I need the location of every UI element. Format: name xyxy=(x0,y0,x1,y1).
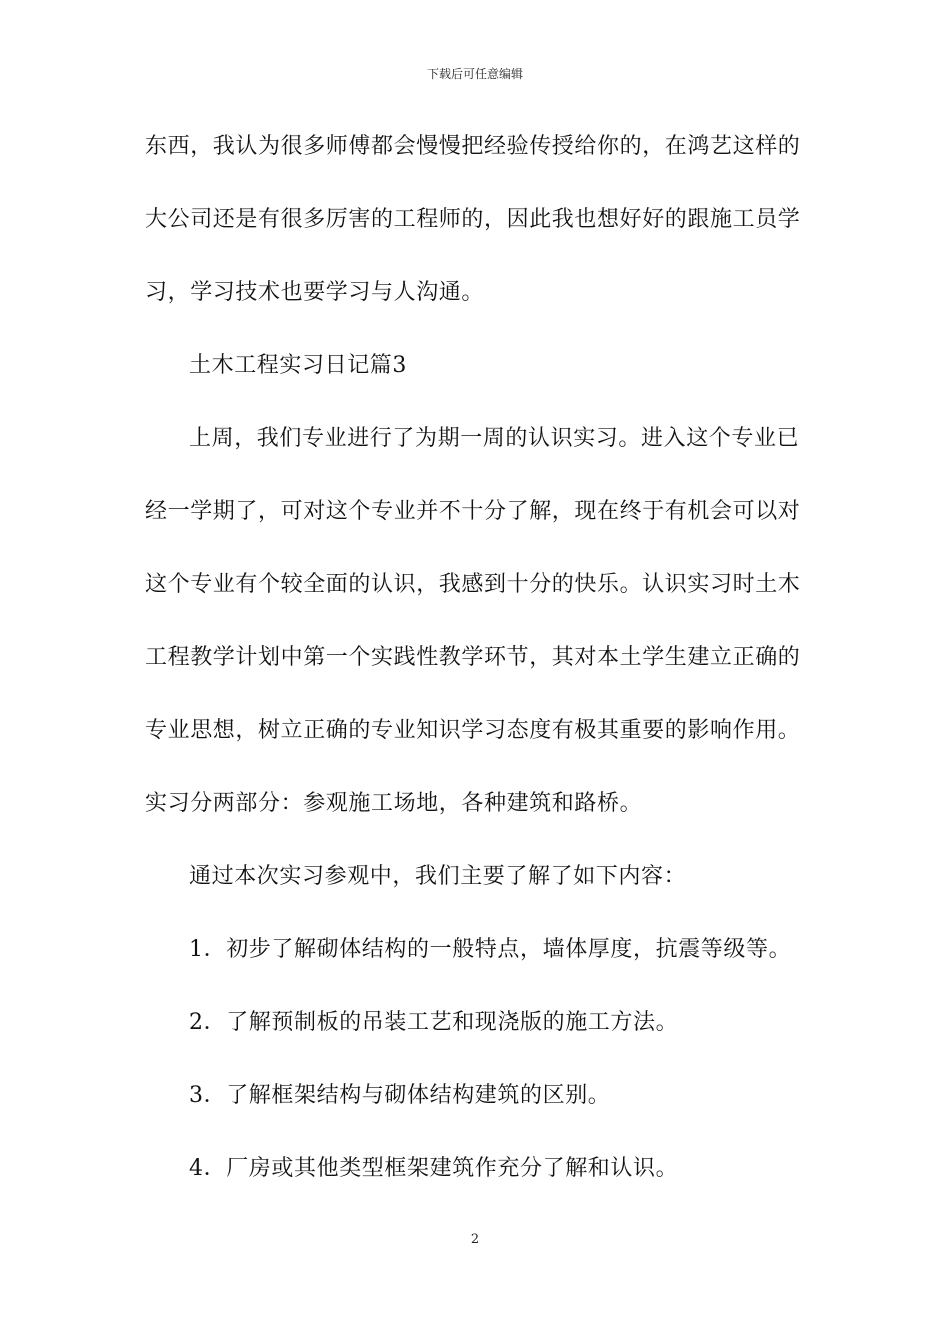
text-line: 专业思想，树立正确的专业知识学习态度有极其重要的影响作用。 xyxy=(145,718,801,743)
list-item: 1．初步了解砌体结构的一般特点，墙体厚度，抗震等级等。 xyxy=(189,937,792,962)
text-line: 工程教学计划中第一个实践性教学环节，其对本土学生建立正确的 xyxy=(145,645,801,670)
text-line: 经一学期了，可对这个专业并不十分了解，现在终于有机会可以对 xyxy=(145,499,801,524)
list-item: 4．厂房或其他类型框架建筑作充分了解和认识。 xyxy=(189,1156,679,1181)
paragraph-first-line: 通过本次实习参观中，我们主要了解了如下内容： xyxy=(189,864,687,889)
section-heading: 土木工程实习日记篇3 xyxy=(189,353,407,378)
page-number: 2 xyxy=(470,1232,480,1247)
text-line: 大公司还是有很多厉害的工程师的，因此我也想好好的跟施工员学 xyxy=(145,207,801,232)
list-item: 2．了解预制板的吊装工艺和现浇版的施工方法。 xyxy=(189,1010,679,1035)
text-line: 实习分两部分：参观施工场地，各种建筑和路桥。 xyxy=(145,791,643,816)
paragraph-first-line: 上周，我们专业进行了为期一周的认识实习。进入这个专业已 xyxy=(189,426,800,451)
text-line: 这个专业有个较全面的认识，我感到十分的快乐。认识实习时土木 xyxy=(145,572,801,597)
text-line: 东西，我认为很多师傅都会慢慢把经验传授给你的，在鸿艺这样的 xyxy=(145,134,801,159)
page-header: 下载后可任意编辑 xyxy=(426,67,523,81)
list-item: 3．了解框架结构与砌体结构建筑的区别。 xyxy=(189,1083,611,1108)
text-line: 习，学习技术也要学习与人沟通。 xyxy=(145,280,485,305)
